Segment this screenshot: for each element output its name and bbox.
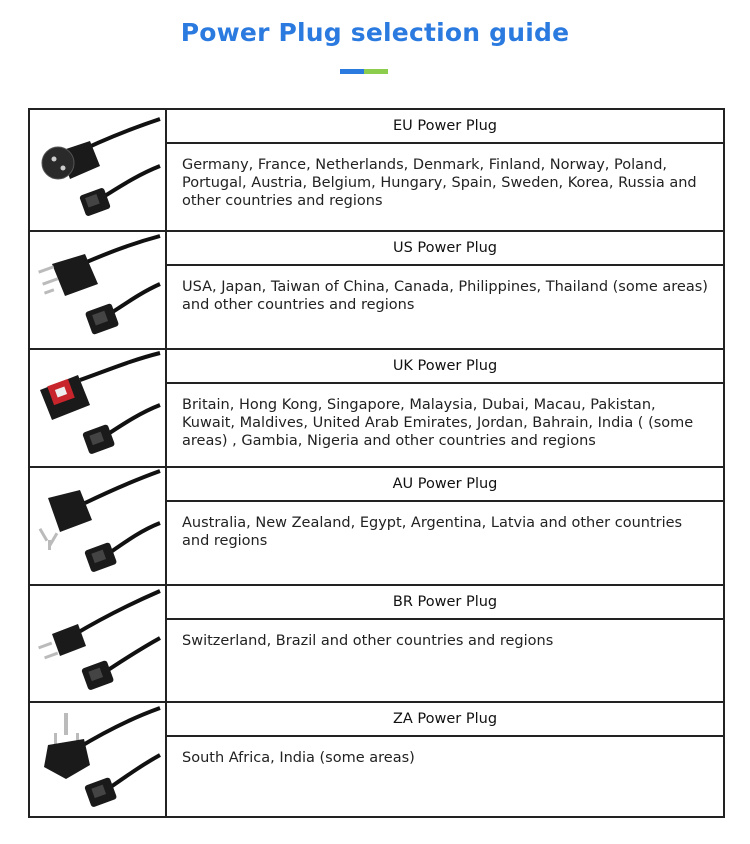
eu-plug-icon: [30, 110, 163, 230]
plug-regions: Australia, New Zealand, Egypt, Argentina, Latvia and other countries and regions: [182, 515, 683, 549]
us-plug-icon: [30, 232, 163, 348]
plug-row-br: [30, 584, 723, 701]
plug-image-cell: [30, 110, 167, 230]
plug-name: UK Power Plug: [167, 350, 723, 384]
plug-table: [28, 108, 725, 818]
plug-name: EU Power Plug: [167, 110, 723, 144]
plug-name: BR Power Plug: [167, 586, 723, 620]
plug-image-cell: [30, 586, 167, 701]
plug-image-cell: [30, 232, 167, 348]
br-plug-icon: [30, 586, 163, 701]
plug-regions: Germany, France, Netherlands, Denmark, Finland, Norway, Poland, Portugal, Austria, Belgium, Hungary, Spain, Sweden, Korea, Russia and other countries and regions: [182, 157, 697, 209]
au-plug-icon: [30, 468, 163, 584]
underline-green: [364, 69, 388, 74]
plug-regions: South Africa, India (some areas): [182, 750, 415, 766]
page-title: Power Plug selection guide: [180, 18, 570, 47]
uk-plug-icon: [30, 350, 163, 466]
plug-row-eu: [30, 110, 723, 230]
plug-regions: Switzerland, Brazil and other countries and regions: [182, 633, 554, 649]
plug-image-cell: [30, 350, 167, 466]
plug-row-uk: [30, 348, 723, 466]
underline-blue: [340, 69, 364, 74]
plug-image-cell: [30, 468, 167, 584]
plug-name: ZA Power Plug: [167, 703, 723, 737]
plug-regions: USA, Japan, Taiwan of China, Canada, Philippines, Thailand (some areas) and other countries and regions: [182, 279, 708, 313]
plug-name: AU Power Plug: [167, 468, 723, 502]
plug-name: US Power Plug: [167, 232, 723, 266]
za-plug-icon: [30, 703, 163, 816]
plug-row-za: [30, 701, 723, 816]
plug-row-us: [30, 230, 723, 348]
plug-row-au: [30, 466, 723, 584]
plug-image-cell: [30, 703, 167, 816]
plug-regions: Britain, Hong Kong, Singapore, Malaysia, Dubai, Macau, Pakistan, Kuwait, Maldives, United Arab Emirates, Jordan, Bahrain, India ( (some areas) , Gambia, Nigeria and other countries and regions: [182, 397, 694, 449]
title-underline: [340, 69, 388, 74]
